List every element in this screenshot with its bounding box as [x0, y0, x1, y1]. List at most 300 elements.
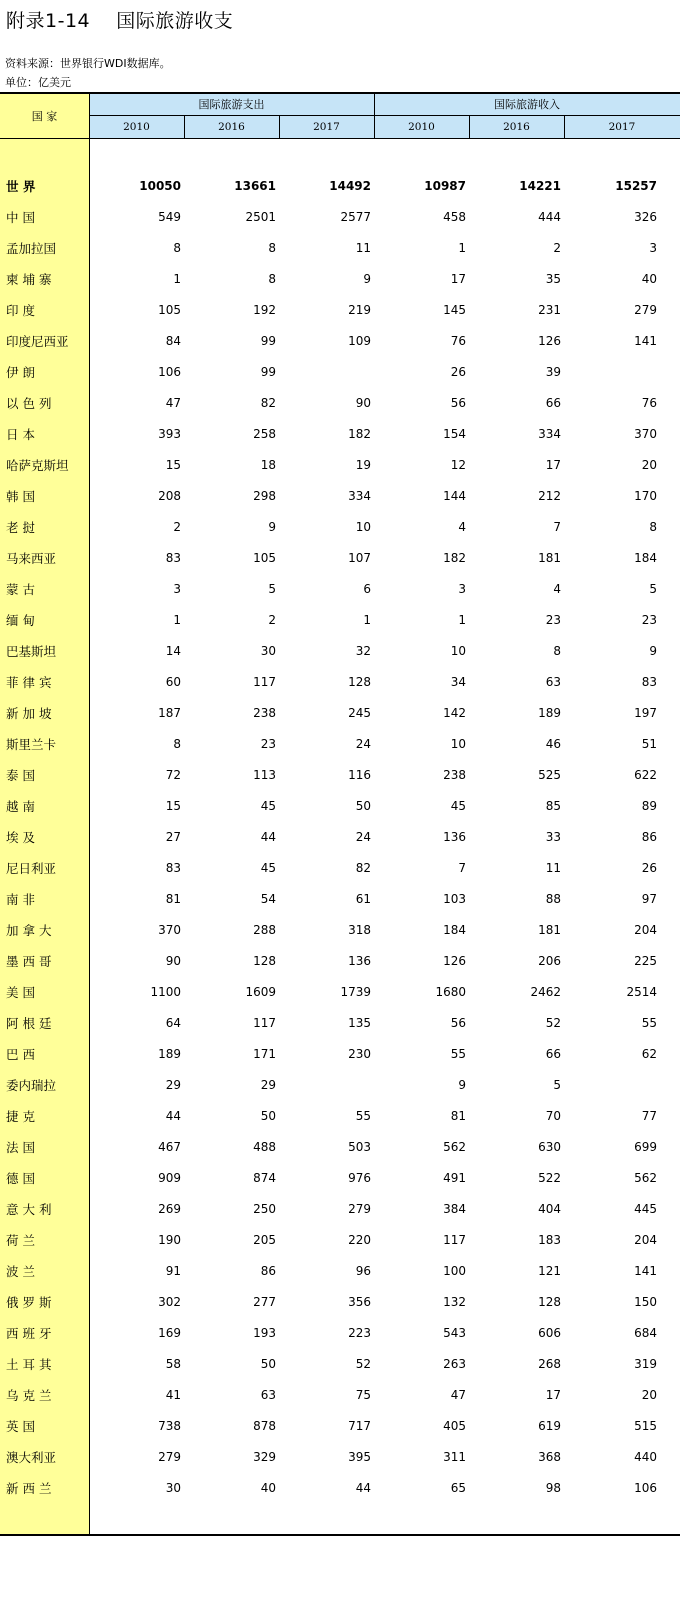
- receipts-value: [577, 1070, 657, 1101]
- expenditure-value: 23: [260, 737, 276, 751]
- receipts-value: 141: [634, 1264, 657, 1278]
- receipts-value: 136: [443, 830, 466, 844]
- country-name: 意 大 利: [6, 1202, 52, 1217]
- expenditure-value: 395: [348, 1450, 371, 1464]
- expenditure-value: 192: [253, 303, 276, 317]
- expenditure-value: 1100: [150, 985, 181, 999]
- expenditure-value: 393: [158, 427, 181, 441]
- expenditure-value: 738: [158, 1419, 181, 1433]
- receipts-value: 231: [538, 303, 561, 317]
- expenditure-value: 238: [253, 706, 276, 720]
- receipts-value: 184: [443, 923, 466, 937]
- country-name: 泰 国: [6, 768, 35, 783]
- expenditure-value: 136: [348, 954, 371, 968]
- expenditure-value: 503: [348, 1140, 371, 1154]
- table-row: [0, 729, 680, 760]
- expenditure-value: 50: [260, 1109, 276, 1123]
- country-name: 南 非: [6, 892, 35, 907]
- receipts-value: 17: [545, 458, 561, 472]
- table-row: [0, 605, 680, 636]
- expenditure-value: 9: [363, 272, 371, 286]
- expenditure-value: 75: [355, 1388, 371, 1402]
- expenditure-value: 874: [253, 1171, 276, 1185]
- receipts-value: 522: [538, 1171, 561, 1185]
- receipts-value: 440: [634, 1450, 657, 1464]
- receipts-value: 515: [634, 1419, 657, 1433]
- receipts-value: 20: [641, 1388, 657, 1402]
- expenditure-value: 8: [173, 241, 181, 255]
- table-row: [0, 1287, 680, 1318]
- receipts-value: 445: [634, 1202, 657, 1216]
- receipts-value: 128: [538, 1295, 561, 1309]
- receipts-value: 619: [538, 1419, 561, 1433]
- expenditure-value: 909: [158, 1171, 181, 1185]
- country-name: 新 西 兰: [6, 1481, 52, 1496]
- receipts-value: 86: [641, 830, 657, 844]
- table-row: [0, 760, 680, 791]
- country-column-header: 国 家: [31, 109, 58, 123]
- expenditure-value: 29: [165, 1078, 181, 1092]
- expenditure-value: 298: [253, 489, 276, 503]
- expenditure-value: 302: [158, 1295, 181, 1309]
- expenditure-value: 107: [348, 551, 371, 565]
- table-row: [0, 884, 680, 915]
- receipts-value: 70: [545, 1109, 561, 1123]
- receipts-value: 77: [641, 1109, 657, 1123]
- receipts-value: 126: [538, 334, 561, 348]
- receipts-value: 76: [450, 334, 466, 348]
- receipts-value: 543: [443, 1326, 466, 1340]
- receipts-value: 20: [641, 458, 657, 472]
- receipts-value: 62: [641, 1047, 657, 1061]
- expenditure-value: 10: [355, 520, 371, 534]
- receipts-value: 132: [443, 1295, 466, 1309]
- expenditure-value: 2: [173, 520, 181, 534]
- expenditure-value: 82: [260, 396, 276, 410]
- expenditure-value: 105: [253, 551, 276, 565]
- receipts-value: 181: [538, 551, 561, 565]
- table-row: [0, 264, 680, 295]
- expenditure-value: 318: [348, 923, 371, 937]
- expenditure-value: 29: [260, 1078, 276, 1092]
- country-name: 埃 及: [6, 830, 35, 845]
- table-row: [0, 1349, 680, 1380]
- receipts-value: 334: [538, 427, 561, 441]
- receipts-value: 2514: [626, 985, 657, 999]
- expenditure-value: 24: [355, 737, 371, 751]
- header-mid-rule: [89, 115, 680, 116]
- table-row: [0, 326, 680, 357]
- receipts-value: 238: [443, 768, 466, 782]
- receipts-value: 279: [634, 303, 657, 317]
- receipts-value: 4: [553, 582, 561, 596]
- table-row: [0, 543, 680, 574]
- table-row: [0, 1008, 680, 1039]
- expenditure-value: [291, 1070, 371, 1101]
- receipts-value: 89: [641, 799, 657, 813]
- expenditure-value: 50: [260, 1357, 276, 1371]
- expenditure-value: 2577: [340, 210, 371, 224]
- expenditure-value: 329: [253, 1450, 276, 1464]
- country-name: 德 国: [6, 1171, 35, 1186]
- expenditure-value: 84: [165, 334, 181, 348]
- country-name: 印度尼西亚: [6, 334, 69, 349]
- expenditure-value: 116: [348, 768, 371, 782]
- receipts-value: 204: [634, 923, 657, 937]
- receipts-value: 154: [443, 427, 466, 441]
- country-name: 日 本: [6, 427, 35, 442]
- receipts-value: 88: [545, 892, 561, 906]
- expenditure-value: 82: [355, 861, 371, 875]
- expenditure-group-header: 国际旅游支出: [198, 97, 265, 111]
- expenditure-value: 171: [253, 1047, 276, 1061]
- country-name: 荷 兰: [6, 1233, 35, 1248]
- table-row: [0, 357, 680, 388]
- expenditure-value: 1: [363, 613, 371, 627]
- receipts-value: 39: [545, 365, 561, 379]
- receipts-value: 370: [634, 427, 657, 441]
- receipts-value: 65: [450, 1481, 466, 1495]
- expenditure-value: 50: [355, 799, 371, 813]
- expenditure-value: 1609: [245, 985, 276, 999]
- expenditure-value: 32: [355, 644, 371, 658]
- country-name: 蒙 古: [6, 582, 35, 597]
- table-row: [0, 1039, 680, 1070]
- expenditure-value: 6: [363, 582, 371, 596]
- table-row: [0, 1225, 680, 1256]
- receipts-value: 197: [634, 706, 657, 720]
- expenditure-value: 717: [348, 1419, 371, 1433]
- expenditure-value: 13661: [234, 179, 276, 193]
- expenditure-value: 27: [165, 830, 181, 844]
- expenditure-value: 45: [260, 861, 276, 875]
- expenditure-value: 189: [158, 1047, 181, 1061]
- receipts-year-header: 2016: [503, 121, 530, 133]
- country-name: 菲 律 宾: [6, 675, 52, 690]
- table-row: [0, 419, 680, 450]
- country-name: 柬 埔 寨: [6, 272, 52, 287]
- receipts-value: 319: [634, 1357, 657, 1371]
- expenditure-value: 113: [253, 768, 276, 782]
- country-name: 澳大利亚: [6, 1450, 57, 1465]
- expenditure-value: 3: [173, 582, 181, 596]
- expenditure-value: 205: [253, 1233, 276, 1247]
- expenditure-value: 135: [348, 1016, 371, 1030]
- expenditure-value: 467: [158, 1140, 181, 1154]
- expenditure-value: 18: [260, 458, 276, 472]
- receipts-value: 4: [458, 520, 466, 534]
- page-title: 附录1-14 国际旅游收支: [6, 10, 234, 32]
- table-row: [0, 233, 680, 264]
- receipts-value: 85: [545, 799, 561, 813]
- tourism-table: [0, 92, 680, 1617]
- table-row: [0, 1132, 680, 1163]
- expenditure-value: 258: [253, 427, 276, 441]
- expenditure-value: 61: [355, 892, 371, 906]
- receipts-value: 83: [641, 675, 657, 689]
- country-name: 中 国: [6, 210, 35, 225]
- receipts-value: 40: [641, 272, 657, 286]
- receipts-value: 444: [538, 210, 561, 224]
- expenditure-value: 219: [348, 303, 371, 317]
- expenditure-value: 106: [158, 365, 181, 379]
- receipts-value: 1: [458, 241, 466, 255]
- expenditure-value: 277: [253, 1295, 276, 1309]
- receipts-value: 170: [634, 489, 657, 503]
- receipts-value: 56: [450, 1016, 466, 1030]
- receipts-year-header: 2017: [608, 121, 636, 133]
- receipts-value: 15257: [615, 179, 657, 193]
- receipts-value: 23: [545, 613, 561, 627]
- expenditure-value: 2: [268, 613, 276, 627]
- expenditure-value: 105: [158, 303, 181, 317]
- expenditure-year-header: 2017: [313, 121, 340, 133]
- receipts-value: 384: [443, 1202, 466, 1216]
- receipts-value: 225: [634, 954, 657, 968]
- receipts-value: 1: [458, 613, 466, 627]
- receipts-value: 51: [641, 737, 657, 751]
- table-row: [0, 915, 680, 946]
- header-bottom-rule: [0, 138, 680, 139]
- expenditure-value: 30: [165, 1481, 181, 1495]
- country-name: 以 色 列: [6, 396, 52, 411]
- expenditure-value: 356: [348, 1295, 371, 1309]
- country-name: 俄 罗 斯: [6, 1295, 52, 1310]
- table-row: [0, 171, 680, 202]
- table-row: [0, 512, 680, 543]
- country-name: 老 挝: [6, 520, 35, 535]
- expenditure-value: 279: [348, 1202, 371, 1216]
- receipts-value: 3: [458, 582, 466, 596]
- receipts-value: 63: [545, 675, 561, 689]
- expenditure-value: 14: [165, 644, 181, 658]
- expenditure-value: 96: [355, 1264, 371, 1278]
- expenditure-value: 64: [165, 1016, 181, 1030]
- receipts-value: 12: [450, 458, 466, 472]
- expenditure-value: 128: [348, 675, 371, 689]
- expenditure-value: 193: [253, 1326, 276, 1340]
- receipts-value: 212: [538, 489, 561, 503]
- table-row: [0, 1101, 680, 1132]
- receipts-value: 121: [538, 1264, 561, 1278]
- table-row: [0, 636, 680, 667]
- table-row: [0, 698, 680, 729]
- expenditure-value: 91: [165, 1264, 181, 1278]
- receipts-value: 405: [443, 1419, 466, 1433]
- receipts-value: 3: [649, 241, 657, 255]
- table-row: [0, 1411, 680, 1442]
- expenditure-value: 2501: [245, 210, 276, 224]
- expenditure-value: 1: [173, 272, 181, 286]
- receipts-value: 491: [443, 1171, 466, 1185]
- table-row: [0, 1256, 680, 1287]
- expenditure-value: 60: [165, 675, 181, 689]
- receipts-value: 184: [634, 551, 657, 565]
- receipts-value: 144: [443, 489, 466, 503]
- expenditure-value: 44: [260, 830, 276, 844]
- table-row: [0, 1163, 680, 1194]
- receipts-value: 142: [443, 706, 466, 720]
- country-name: 越 南: [6, 799, 35, 814]
- expenditure-value: 54: [260, 892, 276, 906]
- expenditure-value: 488: [253, 1140, 276, 1154]
- country-name: 阿 根 廷: [6, 1016, 52, 1031]
- receipts-value: 699: [634, 1140, 657, 1154]
- country-name: 波 兰: [6, 1264, 35, 1279]
- receipts-value: 458: [443, 210, 466, 224]
- expenditure-value: 223: [348, 1326, 371, 1340]
- expenditure-value: 30: [260, 644, 276, 658]
- expenditure-value: 208: [158, 489, 181, 503]
- expenditure-year-header: 2010: [123, 121, 150, 133]
- country-name: 伊 朗: [6, 365, 35, 380]
- receipts-value: 181: [538, 923, 561, 937]
- expenditure-value: 45: [260, 799, 276, 813]
- receipts-value: 404: [538, 1202, 561, 1216]
- country-name: 缅 甸: [6, 613, 35, 628]
- country-name: 尼日利亚: [6, 861, 57, 876]
- expenditure-value: 86: [260, 1264, 276, 1278]
- receipts-value: 525: [538, 768, 561, 782]
- expenditure-value: 5: [268, 582, 276, 596]
- receipts-value: 206: [538, 954, 561, 968]
- table-row: [0, 450, 680, 481]
- receipts-value: 8: [649, 520, 657, 534]
- expenditure-value: 72: [165, 768, 181, 782]
- receipts-value: 66: [545, 396, 561, 410]
- expenditure-value: 370: [158, 923, 181, 937]
- receipts-value: 100: [443, 1264, 466, 1278]
- country-name: 斯里兰卡: [6, 737, 57, 752]
- receipts-value: 52: [545, 1016, 561, 1030]
- receipts-group-header: 国际旅游收入: [494, 97, 560, 111]
- table-row: [0, 667, 680, 698]
- table-row: [0, 202, 680, 233]
- year-divider: [279, 115, 280, 139]
- expenditure-value: 230: [348, 1047, 371, 1061]
- expenditure-value: 117: [253, 1016, 276, 1030]
- table-row: [0, 481, 680, 512]
- receipts-value: 35: [545, 272, 561, 286]
- expenditure-value: 81: [165, 892, 181, 906]
- expenditure-value: 190: [158, 1233, 181, 1247]
- receipts-value: 562: [634, 1171, 657, 1185]
- year-divider: [469, 115, 470, 139]
- receipts-value: 46: [545, 737, 561, 751]
- receipts-value: 562: [443, 1140, 466, 1154]
- expenditure-value: 245: [348, 706, 371, 720]
- receipts-value: 606: [538, 1326, 561, 1340]
- receipts-value: 622: [634, 768, 657, 782]
- receipts-value: 189: [538, 706, 561, 720]
- receipts-value: 17: [450, 272, 466, 286]
- country-name: 委内瑞拉: [6, 1078, 57, 1093]
- expenditure-value: 9: [268, 520, 276, 534]
- expenditure-value: 878: [253, 1419, 276, 1433]
- receipts-value: 98: [545, 1481, 561, 1495]
- expenditure-value: 8: [268, 241, 276, 255]
- table-row: [0, 388, 680, 419]
- table-row: [0, 853, 680, 884]
- receipts-value: 23: [641, 613, 657, 627]
- expenditure-value: 90: [165, 954, 181, 968]
- table-row: [0, 1318, 680, 1349]
- receipts-value: 81: [450, 1109, 466, 1123]
- country-name: 韩 国: [6, 489, 35, 504]
- receipts-value: 8: [553, 644, 561, 658]
- country-name: 捷 克: [6, 1109, 35, 1124]
- country-name: 马来西亚: [6, 551, 57, 566]
- country-name: 乌 克 兰: [6, 1388, 52, 1403]
- expenditure-value: 334: [348, 489, 371, 503]
- country-name: 西 班 牙: [6, 1326, 52, 1341]
- country-name: 世 界: [6, 179, 36, 194]
- receipts-value: 55: [450, 1047, 466, 1061]
- expenditure-value: 250: [253, 1202, 276, 1216]
- receipts-value: 368: [538, 1450, 561, 1464]
- expenditure-value: 58: [165, 1357, 181, 1371]
- receipts-value: 10: [450, 644, 466, 658]
- expenditure-value: 117: [253, 675, 276, 689]
- year-divider: [184, 115, 185, 139]
- receipts-value: 14221: [519, 179, 561, 193]
- table-row: [0, 295, 680, 326]
- expenditure-value: 11: [355, 241, 371, 255]
- expenditure-value: 220: [348, 1233, 371, 1247]
- receipts-year-header: 2010: [408, 121, 435, 133]
- expenditure-value: 8: [173, 737, 181, 751]
- receipts-value: 34: [450, 675, 466, 689]
- expenditure-value: 24: [355, 830, 371, 844]
- receipts-value: 5: [649, 582, 657, 596]
- expenditure-value: 8: [268, 272, 276, 286]
- table-row: [0, 1442, 680, 1473]
- receipts-value: 204: [634, 1233, 657, 1247]
- receipts-value: 76: [641, 396, 657, 410]
- expenditure-value: 269: [158, 1202, 181, 1216]
- country-name: 墨 西 哥: [6, 954, 52, 969]
- expenditure-value: 55: [355, 1109, 371, 1123]
- table-row: [0, 1070, 680, 1101]
- expenditure-value: 10050: [139, 179, 181, 193]
- receipts-value: 11: [545, 861, 561, 875]
- unit-note: 单位：亿美元: [5, 76, 71, 89]
- table-row: [0, 1380, 680, 1411]
- expenditure-value: 99: [260, 334, 276, 348]
- expenditure-value: 99: [260, 365, 276, 379]
- group-divider: [374, 92, 375, 139]
- table-row: [0, 574, 680, 605]
- expenditure-value: 1: [173, 613, 181, 627]
- receipts-value: 106: [634, 1481, 657, 1495]
- expenditure-value: 187: [158, 706, 181, 720]
- country-name: 印 度: [6, 303, 35, 318]
- country-name: 美 国: [6, 985, 35, 1000]
- receipts-value: 47: [450, 1388, 466, 1402]
- receipts-value: 2: [553, 241, 561, 255]
- expenditure-value: 15: [165, 799, 181, 813]
- expenditure-value: 128: [253, 954, 276, 968]
- receipts-value: 9: [458, 1078, 466, 1092]
- receipts-value: 7: [553, 520, 561, 534]
- receipts-value: 33: [545, 830, 561, 844]
- receipts-value: 45: [450, 799, 466, 813]
- receipts-value: 103: [443, 892, 466, 906]
- expenditure-value: 19: [355, 458, 371, 472]
- country-name: 巴 西: [6, 1047, 35, 1062]
- receipts-value: 311: [443, 1450, 466, 1464]
- receipts-value: 141: [634, 334, 657, 348]
